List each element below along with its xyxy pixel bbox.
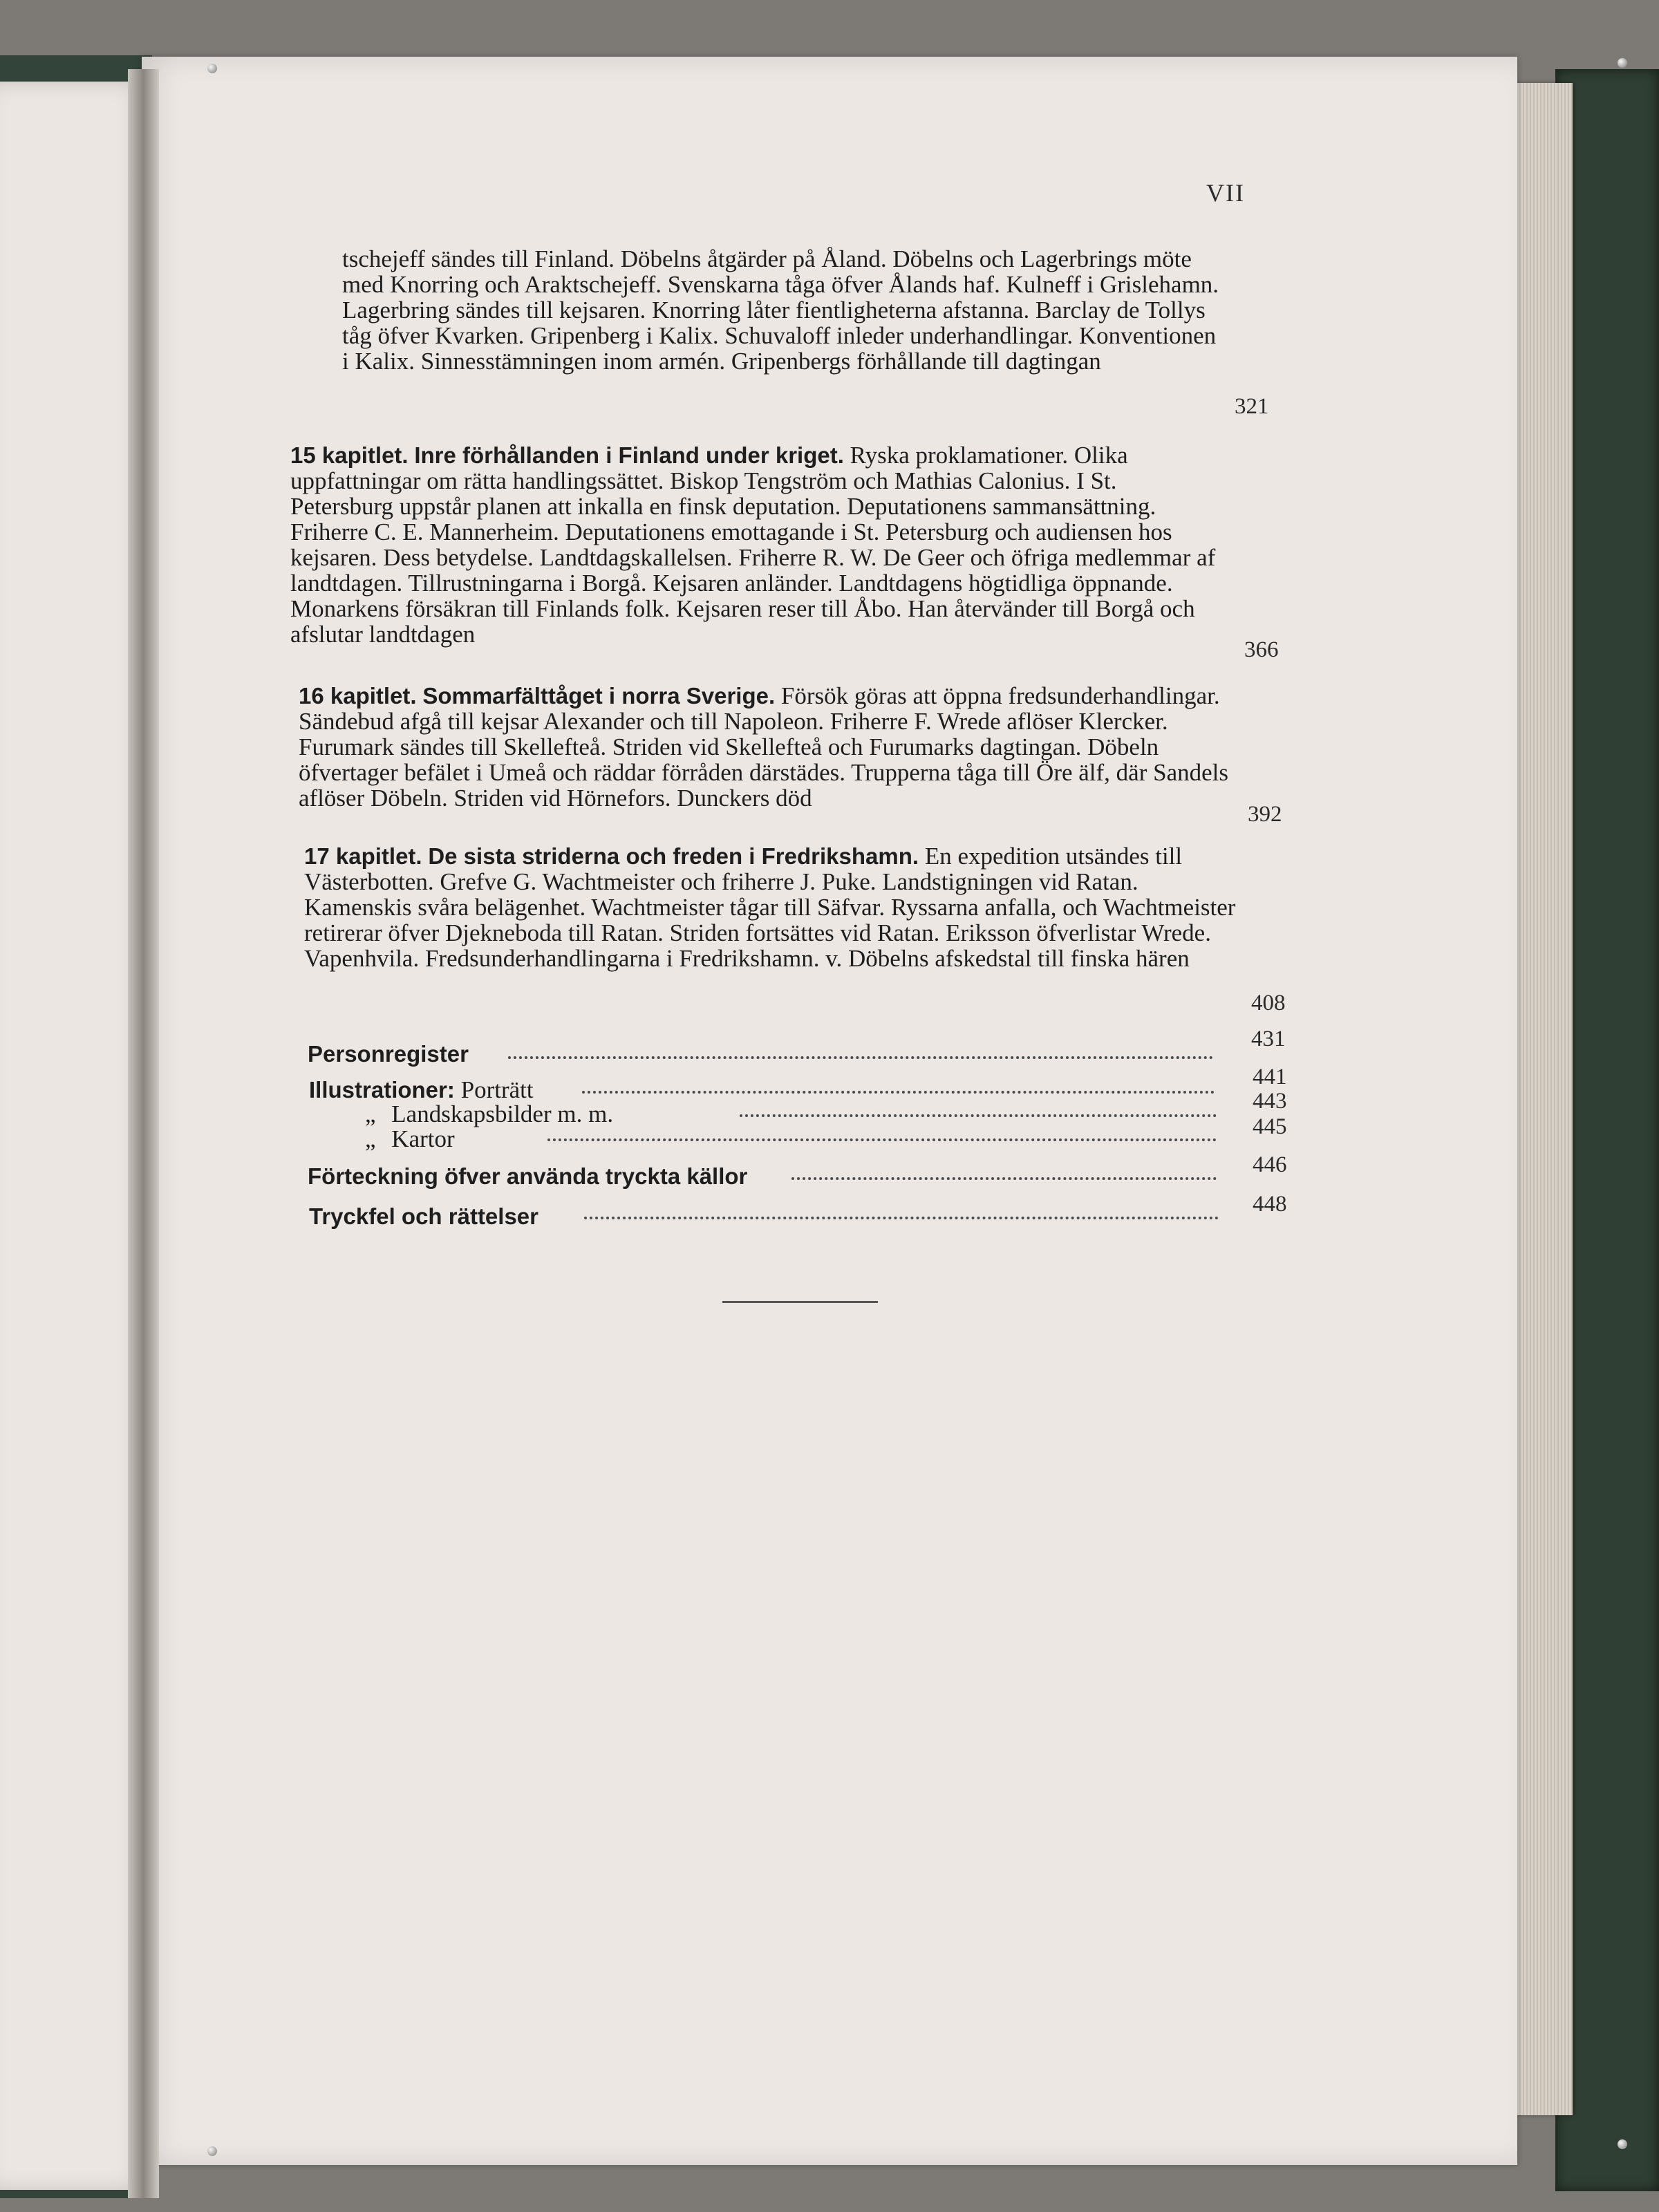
toc-chapter-title: Sommarfälttåget i norra Sverige. [422,683,776,709]
toc-chapter-title: De sista striderna och freden i Fredrikshamn. [428,843,919,869]
toc-entry-sub: Landskapsbilder m. m. [391,1100,614,1127]
leader-dots [791,1177,1217,1180]
toc-entry-text: Försök göras att öppna fredsunderhandlingar. Sändebud afgå till kejsar Alexander och till Napoleon. Friherre F. Wrede aflöser Klercker. Furumark sändes till Skellefteå. Striden vid Skellefteå och Furumarks dagtingan. Döbeln öfvertager befälet i Umeå och räddar förråden därstädes. Trupperna tåga till Öre älf, där Sandels aflöser Döbeln. Striden vid Hörnefors. Dunckers död [299,682,1229,812]
toc-page-number: 408 [1251,991,1286,1015]
toc-entry-text: En expedition utsändes till Västerbotten. Grefve G. Wachtmeister och friherre J. Puke. Landstigningen vid Ratan. Kamenskis svåra belägenhet. Wachtmeister tågar till Säfvar. Ryssarna anfalla, och Wachtmeister retirerar öfver Djekneboda till Ratan. Striden fortsättes vid Ratan. Eriksson öfverlistar Wrede. Vapenhvila. Fredsunderhandlingarna i Fredrikshamn. v. Döbelns afskedstal till finska hären [304,843,1236,972]
toc-entry-illustrationer [309,1076,534,1104]
toc-entry-sub: Porträtt [460,1076,534,1103]
pin-icon [1618,58,1627,68]
toc-page-number: 441 [1253,1065,1287,1089]
toc-chapter-17 [304,843,1237,971]
toc-entry-tryckfel [309,1203,538,1230]
pin-icon [207,64,217,73]
toc-chapter-label: 17 kapitlet. [304,843,422,869]
leader-dots [740,1114,1217,1117]
toc-chapter-label: 15 kapitlet. [290,442,409,468]
toc-entry-text: tschejeff sändes till Finland. Döbelns åtgärder på Åland. Döbelns och Lagerbrings möte med Knorring och Araktschejeff. Svenskarna tåga öfver Ålands haf. Kulneff i Grislehamn. Lagerbring sändes till kejsaren. Knorring låter fientligheterna afstanna. Barclay de Tollys tåg öfver Kvarken. Gripenberg i Kalix. Schuvaloff inleder underhandlingar. Konventionen i Kalix. Sinnesstämningen inom armén. Gripenbergs förhållande till dagtingan [342,245,1219,375]
toc-entry-personregister [308,1040,469,1068]
toc-continuation-text [342,246,1224,374]
ditto-mark: „ [365,1100,376,1127]
leader-dots [584,1217,1219,1219]
toc-entry-label: Tryckfel och rättelser [309,1203,538,1229]
toc-page-number: 443 [1253,1089,1287,1114]
toc-entry-sub: Kartor [391,1125,455,1152]
toc-chapter-title: Inre förhållanden i Finland under kriget. [414,442,844,468]
toc-chapter-label: 16 kapitlet. [299,683,417,709]
page-number: VII [1206,179,1245,207]
book-gutter [128,69,159,2198]
toc-page-number: 366 [1244,637,1279,662]
toc-entry-landskapsbilder [365,1100,613,1128]
toc-page-number: 392 [1248,802,1282,827]
toc-chapter-16 [299,683,1232,811]
toc-entry-kartor [365,1125,455,1153]
leader-dots [547,1138,1217,1141]
toc-entry-forteckning [308,1163,747,1190]
pin-icon [207,2146,217,2156]
ditto-mark: „ [365,1125,376,1152]
toc-entry-label: Personregister [308,1041,469,1067]
pin-icon [1618,2139,1627,2149]
left-page [0,82,149,2190]
toc-page-number: 431 [1251,1027,1286,1051]
leader-dots [582,1091,1215,1094]
toc-chapter-15 [290,442,1225,647]
toc-page-number: 448 [1253,1192,1287,1217]
toc-page-number: 445 [1253,1114,1287,1139]
toc-page-number: 321 [1235,394,1269,419]
toc-entry-label: Förteckning öfver använda tryckta källor [308,1163,748,1189]
toc-entry-label: Illustrationer: [309,1077,455,1103]
end-rule [722,1301,878,1303]
toc-entry-text: Ryska proklamationer. Olika uppfattningar om rätta handlingssättet. Biskop Tengström och Mathias Calonius. I St. Petersburg uppstår planen att inkalla en finsk deputation. Deputationens sammansättning. Friherre C. E. Mannerheim. Deputationens emottagande i St. Petersburg och audiensen hos kejsaren. Dess betydelse. Landtdagskallelsen. Friherre R. W. De Geer och öfriga medlemmar af landtdagen. Tillrustningarna i Borgå. Kejsaren anländer. Landtdagens högtidliga öppnande. Monarkens försäkran till Finlands folk. Kejsaren reser till Åbo. Han återvänder till Borgå och afslutar landtdagen [290,442,1216,648]
leader-dots [508,1056,1213,1059]
toc-page-number: 446 [1253,1152,1287,1177]
